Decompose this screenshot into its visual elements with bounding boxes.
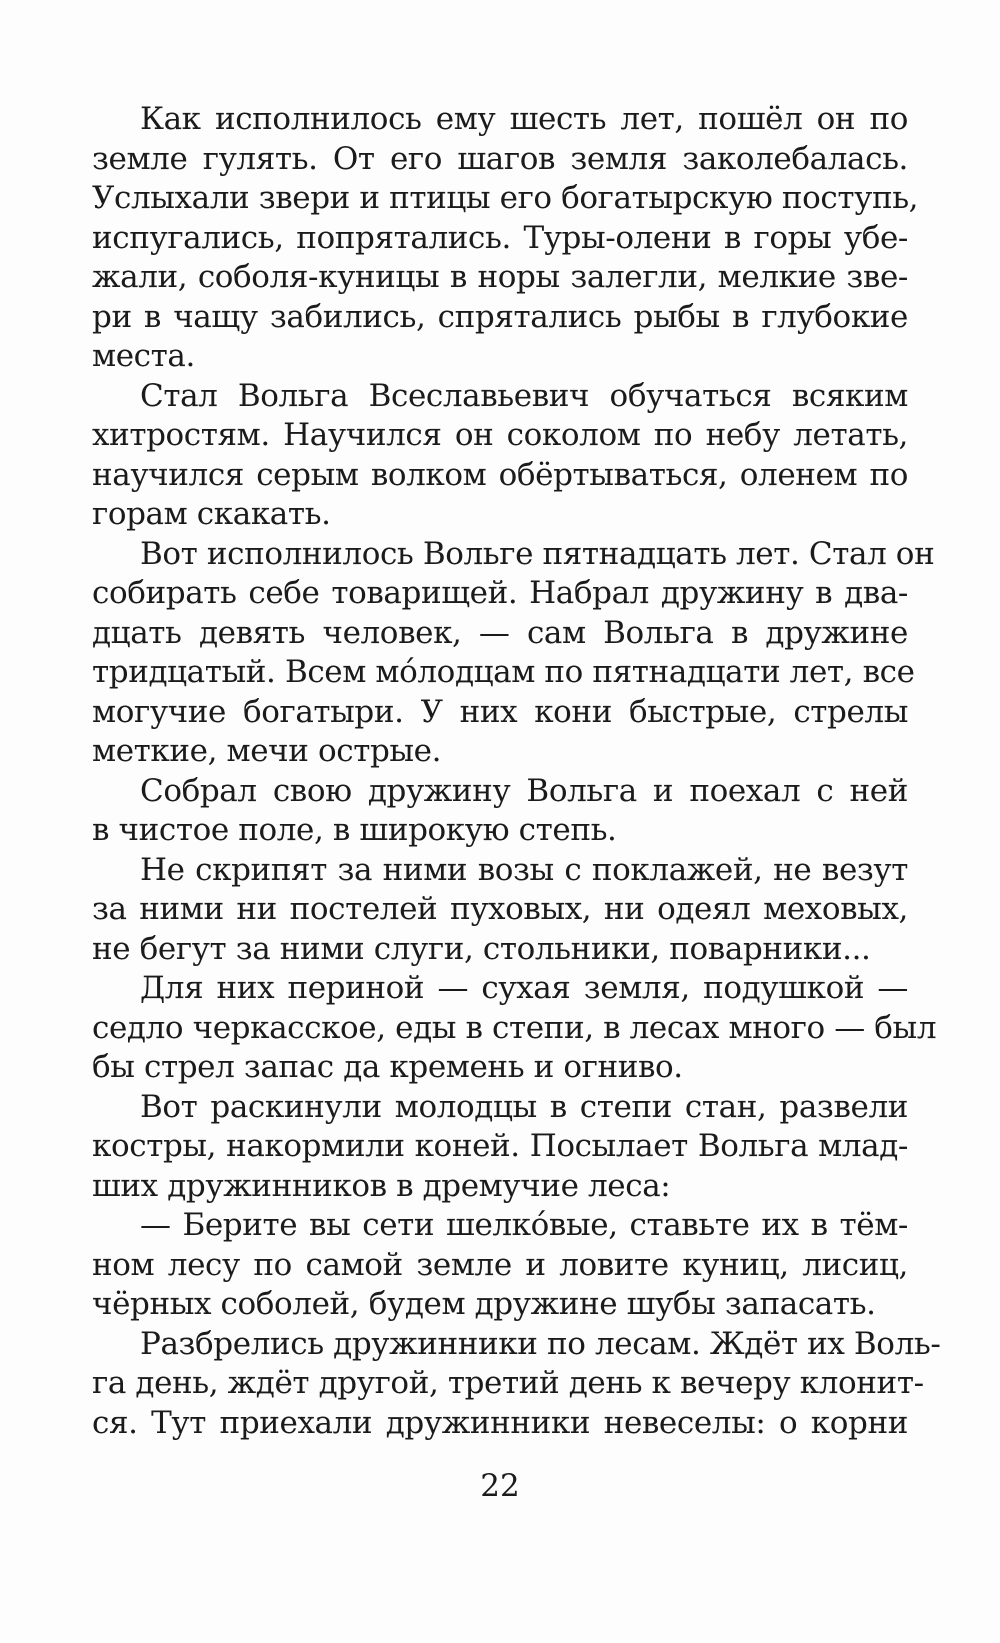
text-line: в чистое поле, в широкую степь.	[92, 812, 617, 848]
text-line: Стал Вольга Всеславьевич обучаться всяким	[140, 377, 908, 414]
text-line: ном лесу по самой земле и ловите куниц, лисиц,	[92, 1246, 908, 1283]
text-line: дцать девять человек, — сам Вольга в дружине	[92, 614, 908, 651]
text-line: га день, ждёт другой, третий день к вечеру клонит-	[92, 1365, 924, 1401]
text-line: Собрал свою дружину Вольга и поехал с ней	[140, 772, 908, 809]
text-line: испугались, попрятались. Туры-олени в горы убе-	[92, 219, 908, 256]
text-line: места.	[92, 338, 195, 374]
text-line: горам скакать.	[92, 496, 331, 532]
text-line: не бегут за ними слуги, стольники, поварники...	[92, 930, 871, 967]
text-line: жали, соболя-куницы в норы залегли, мелкие зве-	[92, 259, 908, 295]
text-line: меткие, мечи острые.	[92, 733, 442, 769]
text-line: Разбрелись дружинники по лесам. Ждёт их Воль-	[140, 1325, 941, 1362]
text-line: собирать себе товарищей. Набрал дружину в два-	[92, 575, 908, 611]
text-line: земле гулять. От его шагов земля заколебалась.	[92, 140, 908, 177]
text-line: Не скрипят за ними возы с поклажей, не везут	[140, 851, 908, 888]
text-line: — Берите вы сети шелко́вые, ставьте их в тём-	[140, 1207, 908, 1243]
body-text	[92, 100, 941, 1443]
text-line: хитростям. Научился он соколом по небу летать,	[92, 417, 908, 453]
text-line: могучие богатыри. У них кони быстрые, стрелы	[92, 693, 908, 730]
text-line: ших дружинников в дремучие леса:	[92, 1167, 671, 1204]
text-line: за ними ни постелей пуховых, ни одеял меховых,	[92, 891, 908, 927]
text-line: седло черкасское, еды в степи, в лесах много — был	[92, 1009, 937, 1046]
text-line: ри в чащу забились, спрятались рыбы в глубокие	[92, 298, 908, 335]
text-line: Вот раскинули молодцы в степи стан, развели	[140, 1088, 908, 1125]
text-line: Вот исполнилось Вольге пятнадцать лет. Стал он	[140, 535, 935, 572]
text-line: бы стрел запас да кремень и огниво.	[92, 1049, 683, 1085]
text-line: чёрных соболей, будем дружине шубы запасать.	[92, 1286, 876, 1322]
page-number: 22	[480, 1468, 520, 1504]
text-line: Для них периной — сухая земля, подушкой —	[140, 970, 908, 1006]
text-line: Услыхали звери и птицы его богатырскую поступь,	[92, 180, 919, 216]
text-line: тридцатый. Всем мо́лодцам по пятнадцати лет, все	[92, 654, 915, 690]
text-line: костры, накормили коней. Посылает Вольга млад-	[92, 1128, 908, 1164]
text-line: Как исполнилось ему шесть лет, пошёл он по	[140, 101, 908, 137]
text-line: ся. Тут приехали дружинники невеселы: о корни	[92, 1404, 908, 1441]
text-line: научился серым волком обёртываться, оленем по	[92, 456, 908, 493]
